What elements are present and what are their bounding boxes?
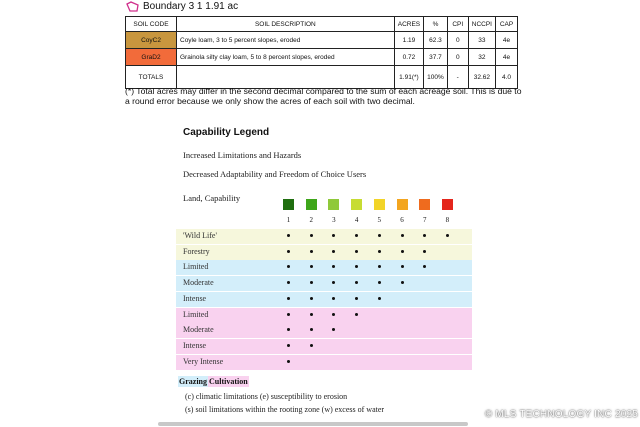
boundary-header [126, 1, 238, 12]
capability-dot [332, 281, 335, 284]
capability-dot [332, 265, 335, 268]
capability-dot [446, 234, 449, 237]
totals-acres: 1.91(*) [394, 66, 423, 89]
legend-increased-limitations: Increased Limitations and Hazards [183, 150, 302, 160]
capability-dot [401, 250, 404, 253]
capability-class-7-swatch [419, 199, 430, 210]
table-row [126, 32, 518, 49]
legend-land-capability: Land, Capability [183, 193, 241, 203]
capability-dot [287, 313, 290, 316]
capability-dot [310, 344, 313, 347]
capability-dot [378, 297, 381, 300]
capability-dot [287, 265, 290, 268]
capability-dot [287, 297, 290, 300]
capability-dot [423, 234, 426, 237]
cpi-cell: 0 [447, 32, 468, 49]
capability-dot [355, 313, 358, 316]
legend-row [176, 260, 472, 275]
legend-row-label: Limited [183, 262, 209, 272]
totals-label: TOTALS [126, 66, 177, 89]
capability-class-8-swatch [442, 199, 453, 210]
soil-code-cell: CoyC2 [126, 32, 177, 49]
capability-dot [287, 344, 290, 347]
legend-row-label: Very Intense [183, 356, 224, 366]
legend-row-label: Intense [183, 293, 207, 303]
capability-dot [287, 250, 290, 253]
legend-title: Capability Legend [183, 127, 270, 138]
capability-class-4-swatch [351, 199, 362, 210]
col-percent: % [424, 17, 448, 32]
capability-dot [310, 313, 313, 316]
acres-cell: 0.72 [394, 49, 423, 66]
capability-dot [355, 250, 358, 253]
capability-class-3-swatch [328, 199, 339, 210]
capability-class-number: 1 [286, 216, 291, 224]
legend-groups [178, 377, 249, 386]
soil-table [125, 16, 518, 89]
grazing-label: Grazing [179, 377, 207, 386]
soil-code-cell: GraD2 [126, 49, 177, 66]
footnote-climatic-erosion: (c) climatic limitations (e) susceptibility to erosion [185, 392, 348, 401]
percent-cell: 37.7 [424, 49, 448, 66]
capability-class-number: 6 [400, 216, 404, 224]
capability-class-number: 7 [422, 216, 427, 224]
capability-dot [378, 265, 381, 268]
cpi-cell: 0 [447, 49, 468, 66]
capability-dot [355, 265, 358, 268]
cap-cell: 4e [496, 49, 518, 66]
capability-dot [401, 281, 404, 284]
capability-dot [332, 313, 335, 316]
capability-dot [378, 234, 381, 237]
totals-cpi: - [447, 66, 468, 89]
capability-class-number: 2 [309, 216, 313, 224]
cap-cell: 4e [496, 32, 518, 49]
capability-dot [423, 250, 426, 253]
legend-row [176, 355, 472, 370]
capability-dot [287, 360, 290, 363]
legend-row [176, 292, 472, 307]
legend-row [176, 308, 472, 323]
legend-row-label: Forestry [183, 246, 210, 256]
percent-cell: 62.3 [424, 32, 448, 49]
soil-description-cell: Coyle loam, 3 to 5 percent slopes, eroded [177, 32, 395, 49]
totals-cap: 4.0 [496, 66, 518, 89]
capability-class-5-swatch [374, 199, 385, 210]
capability-dot [401, 234, 404, 237]
col-nccpi: NCCPI [468, 17, 495, 32]
legend-row-label: Moderate [183, 278, 214, 288]
soil-description-cell: Grainola silty clay loam, 5 to 8 percent slopes, eroded [177, 49, 395, 66]
capability-dot [401, 265, 404, 268]
legend-row [176, 323, 472, 338]
capability-legend [165, 113, 475, 420]
rounding-note: (*) Total acres may differ in the second decimal compared to the sum of each acreage soil. This is due to a round error because we only show the acres of each soil with two decimal. [125, 86, 522, 106]
capability-dot [423, 265, 426, 268]
nccpi-cell: 33 [468, 32, 495, 49]
capability-dot [378, 281, 381, 284]
mls-watermark: © MLS TECHNOLOGY INC 2025 [484, 409, 638, 420]
legend-row [176, 339, 472, 354]
capability-class-2-swatch [306, 199, 317, 210]
capability-dot [355, 281, 358, 284]
capability-class-number: 5 [377, 216, 382, 224]
acres-cell: 1.19 [394, 32, 423, 49]
capability-dot [287, 328, 290, 331]
legend-row-label: 'Wild Life' [183, 231, 217, 240]
horizontal-scrollbar[interactable] [158, 422, 468, 426]
legend-row [176, 245, 472, 260]
capability-dot [310, 234, 313, 237]
legend-row-label: Limited [183, 309, 209, 319]
boundary-title: Boundary 3 1 1.91 ac [143, 1, 239, 12]
totals-nccpi: 32.62 [468, 66, 495, 89]
legend-row-label: Intense [183, 340, 207, 350]
col-cap: CAP [496, 17, 518, 32]
totals-percent: 100% [424, 66, 448, 89]
legend-row [176, 229, 472, 244]
col-cpi: CPI [447, 17, 468, 32]
nccpi-cell: 32 [468, 49, 495, 66]
col-acres: ACRES [394, 17, 423, 32]
boundary-polygon-icon [126, 1, 139, 12]
soil-table-header [126, 17, 518, 32]
legend-row-label: Moderate [183, 325, 214, 335]
capability-class-number: 3 [332, 216, 336, 224]
capability-dot [332, 234, 335, 237]
capability-dot [332, 250, 335, 253]
capability-dot [287, 281, 290, 284]
col-soil-description: SOIL DESCRIPTION [177, 17, 395, 32]
col-soil-code: SOIL CODE [126, 17, 177, 32]
capability-dot [310, 265, 313, 268]
legend-row [176, 276, 472, 291]
capability-class-1-swatch [283, 199, 294, 210]
capability-class-number: 4 [354, 216, 359, 224]
capability-dot [310, 297, 313, 300]
legend-decreased-adaptability: Decreased Adaptability and Freedom of Choice Users [183, 169, 367, 179]
capability-dot [287, 234, 290, 237]
capability-class-6-swatch [397, 199, 408, 210]
capability-dot [310, 250, 313, 253]
capability-dot [332, 297, 335, 300]
capability-dot [310, 328, 313, 331]
capability-dot [332, 328, 335, 331]
capability-dot [355, 234, 358, 237]
footnote-soil-water: (s) soil limitations within the rooting zone (w) excess of water [185, 405, 385, 414]
capability-dot [310, 281, 313, 284]
cultivation-label: Cultivation [209, 377, 248, 386]
capability-class-number: 8 [445, 216, 450, 224]
capability-dot [355, 297, 358, 300]
table-row [126, 49, 518, 66]
capability-dot [378, 250, 381, 253]
